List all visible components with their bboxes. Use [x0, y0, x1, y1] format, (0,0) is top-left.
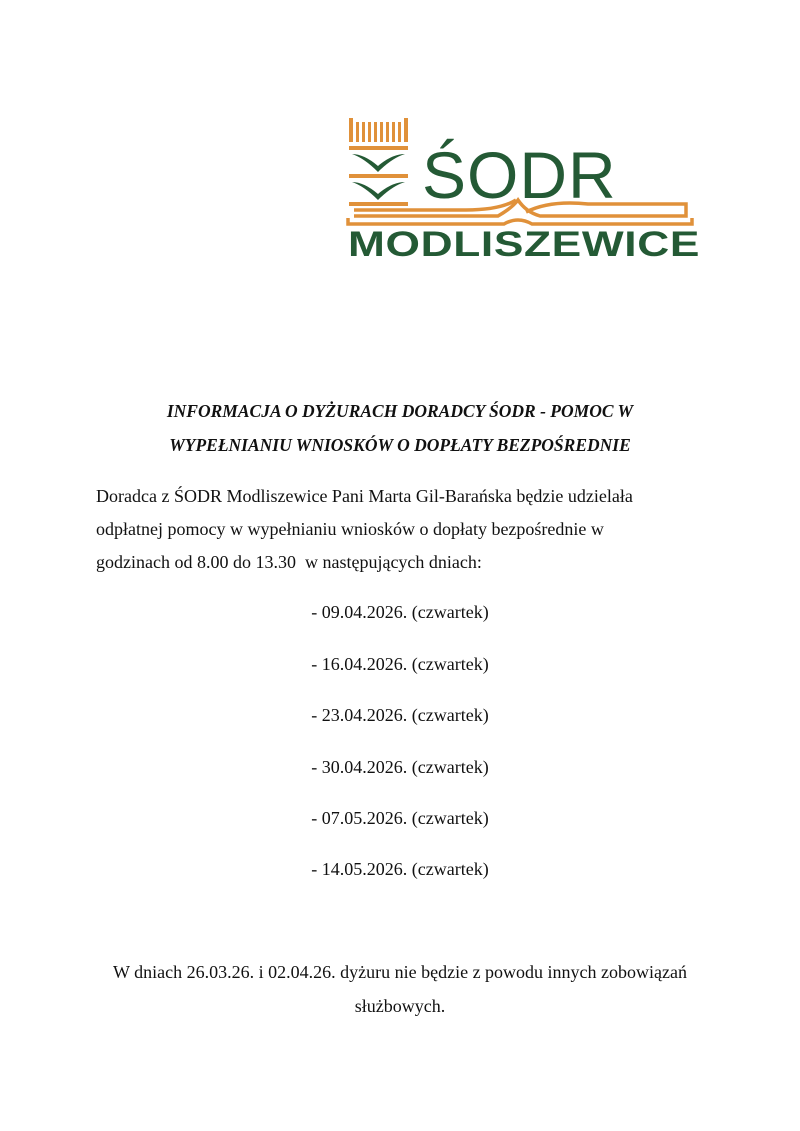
wheat-stalks-icon [349, 118, 408, 142]
sodr-logo [340, 108, 710, 263]
date-item: - 07.05.2026. (czwartek) [311, 808, 489, 828]
date-item: - 14.05.2026. (czwartek) [311, 859, 489, 879]
note-line-1: W dniach 26.03.26. i 02.04.26. dyżuru nie będzie z powodu innych zobowiązań [112, 962, 688, 982]
logo-subtitle: MODLISZEWICE [348, 225, 700, 263]
wheat-grains-icon [349, 146, 408, 206]
intro-line-2: odpłatnej pomocy w wypełnianiu wniosków o dopłaty bezpośrednie w [96, 519, 604, 539]
date-item: - 09.04.2026. (czwartek) [311, 602, 489, 622]
date-item: - 23.04.2026. (czwartek) [311, 705, 489, 725]
date-item: - 30.04.2026. (czwartek) [311, 757, 489, 777]
logo-title: ŚODR [422, 138, 617, 212]
intro-line-3: godzinach od 8.00 do 13.30 w następujących dniach: [96, 552, 482, 572]
date-item: - 16.04.2026. (czwartek) [311, 654, 489, 674]
heading-line-1: INFORMACJA O DYŻURACH DORADCY ŚODR - POMOC W [166, 401, 634, 421]
intro-line-1: Doradca z ŚODR Modliszewice Pani Marta Gil-Barańska będzie udzielała [96, 486, 633, 506]
note-line-2: służbowych. [354, 996, 446, 1016]
heading-line-2: WYPEŁNIANIU WNIOSKÓW O DOPŁATY BEZPOŚREDNIE [169, 435, 631, 455]
